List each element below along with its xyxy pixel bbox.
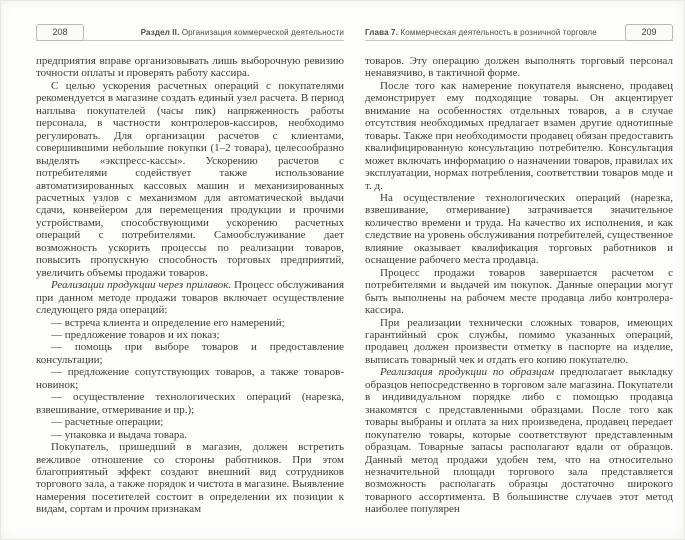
paragraph: Процесс продажи товаров завершается расчетом с потребителями и выдачей им покупок. Данные операции могут быть выполнены на рабочем месте продавца либо контролера-кассира.: [365, 266, 673, 317]
right-page-number-tab: 209: [625, 24, 673, 41]
paragraph: [365, 366, 673, 515]
italic-lead: Реализации продукции через прилавок.: [51, 279, 232, 292]
list-item: — упаковка и выдача товара.: [51, 428, 187, 441]
right-running-title: [365, 28, 597, 37]
right-page: [343, 0, 685, 540]
paragraph: предприятия вправе организовывать лишь выборочную ревизию точности оплаты и проверять работу кассира.: [36, 55, 344, 80]
list-item: — осуществление технологических операций (нарезка, взвешивание, отмеривание и пр.);: [36, 391, 344, 416]
paragraph: Покупатель, пришедший в магазин, должен встретить вежливое отношение со стороны работников. При этом благоприятный эффект создают внешний вид сотрудников торгового зала, а также порядок и чистота в магазине. Выявление намерения посетителей состоит в определении их позиции к видам, сортам и прочим признакам: [36, 441, 344, 516]
paragraph: С целью ускорения расчетных операций с покупателями рекомендуется в магазине создать единый узел расчета. В период наплыва покупателей (часы пик) напряженность работы персонала, в частности контролеров-кассиров, необходимо регулировать. Для организации расчетов с клиентами, совершившими небольшие покупки (1–2 товара), целесообразно выделять «экспресс-кассы». Ускорению расчетов с потребителями содействует также использование автоматизированных кассовых машин и механизированных расчетных узлов с механизмом для автоматической выдачи сдачи, конвейером для перемещения продукции и прочими устройствами, способствующими ускорению расчетных операций с потребителями. Самообслуживание дает возможность ускорить процессы по реализации товаров, повысить пропускную способность торговых предприятий, увеличить объемы продажи товаров.: [36, 79, 344, 279]
list-item: — предложение товаров и их показ;: [51, 328, 220, 341]
right-running-title-bold: Глава 7.: [365, 28, 399, 37]
paragraph-text: Процесс обслуживания при данном методе продажи товаров включает осуществление следующего ряда операций:: [36, 279, 345, 317]
italic-lead: Реализация продукции по образцам: [380, 366, 555, 379]
list-item: — расчетные операции;: [51, 416, 164, 429]
list-item: — встреча клиента и определение его намерений;: [51, 316, 285, 329]
paragraph: товаров. Эту операцию должен выполнять торговый персонал ненавязчиво, в тактичной форме.: [365, 55, 673, 80]
right-running-head: [365, 22, 673, 41]
left-running-title-bold: Раздел II.: [140, 28, 180, 37]
paragraph-text: предполагает выкладку образцов непосредственно в торговом зале магазина. Покупатели в индивидуальном порядке либо с помощью продавца знакомятся с представленными образцами. После того как товары выбраны и оплата за них произведена, продавец передает покупателю товары, которые соответствуют представленным образцам. Товарные запасы располагают вдали от образцов. Данный метод продажи удобен тем, что на относительно незначительной площади торгового зала представляется возможность располагать образцы достаточно широкого товарного ассортимента. В большинстве случаев этот метод наиболее популярен: [365, 366, 673, 516]
list-item: — предложение сопутствующих товаров, а также товаров-новинок;: [36, 366, 344, 391]
paragraph: На осуществление технологических операций (нарезка, взвешивание, отмеривание) затрачивается значительное количество времени и труда. На качество их исполнения, и как следствие на уровень обслуживания потребителей, существенное влияние оказывает квалификация торговых работников и оснащение рабочего места продавца.: [365, 191, 673, 267]
right-running-title-text: Коммерческая деятельность в розничной торговле: [400, 28, 597, 37]
left-page-number-tab: 208: [36, 24, 84, 41]
left-running-title-text: Организация коммерческой деятельности: [181, 28, 344, 37]
paragraph: После того как намерение покупателя выяснено, продавец демонстрирует ему подходящие товары. Он акцентирует внимание на особенностях отдельных товаров, а в случае отсутствия необходимых предлагает взамен другие однотипные товары. Также при необходимости продавец обязан предоставить квалифицированную консультацию потребителю. Консультация может включать информацию о назначении товаров, правилах их эксплуатации, нормах потребления, соответствии товаров моде и т. д.: [365, 79, 673, 192]
left-running-title: [141, 28, 344, 37]
list-item: — помощь при выборе товаров и предоставление консультации;: [36, 341, 344, 366]
left-page-text: [36, 55, 344, 516]
left-running-head: [36, 22, 344, 41]
paragraph: При реализации технически сложных товаров, имеющих гарантийный срок службы, помимо указанных операций, продавец должен произвести отметку в паспорте на изделие, выписать товарный чек и отдать его копию покупателю.: [365, 316, 673, 366]
paragraph: [36, 279, 344, 316]
right-page-text: [365, 55, 673, 516]
